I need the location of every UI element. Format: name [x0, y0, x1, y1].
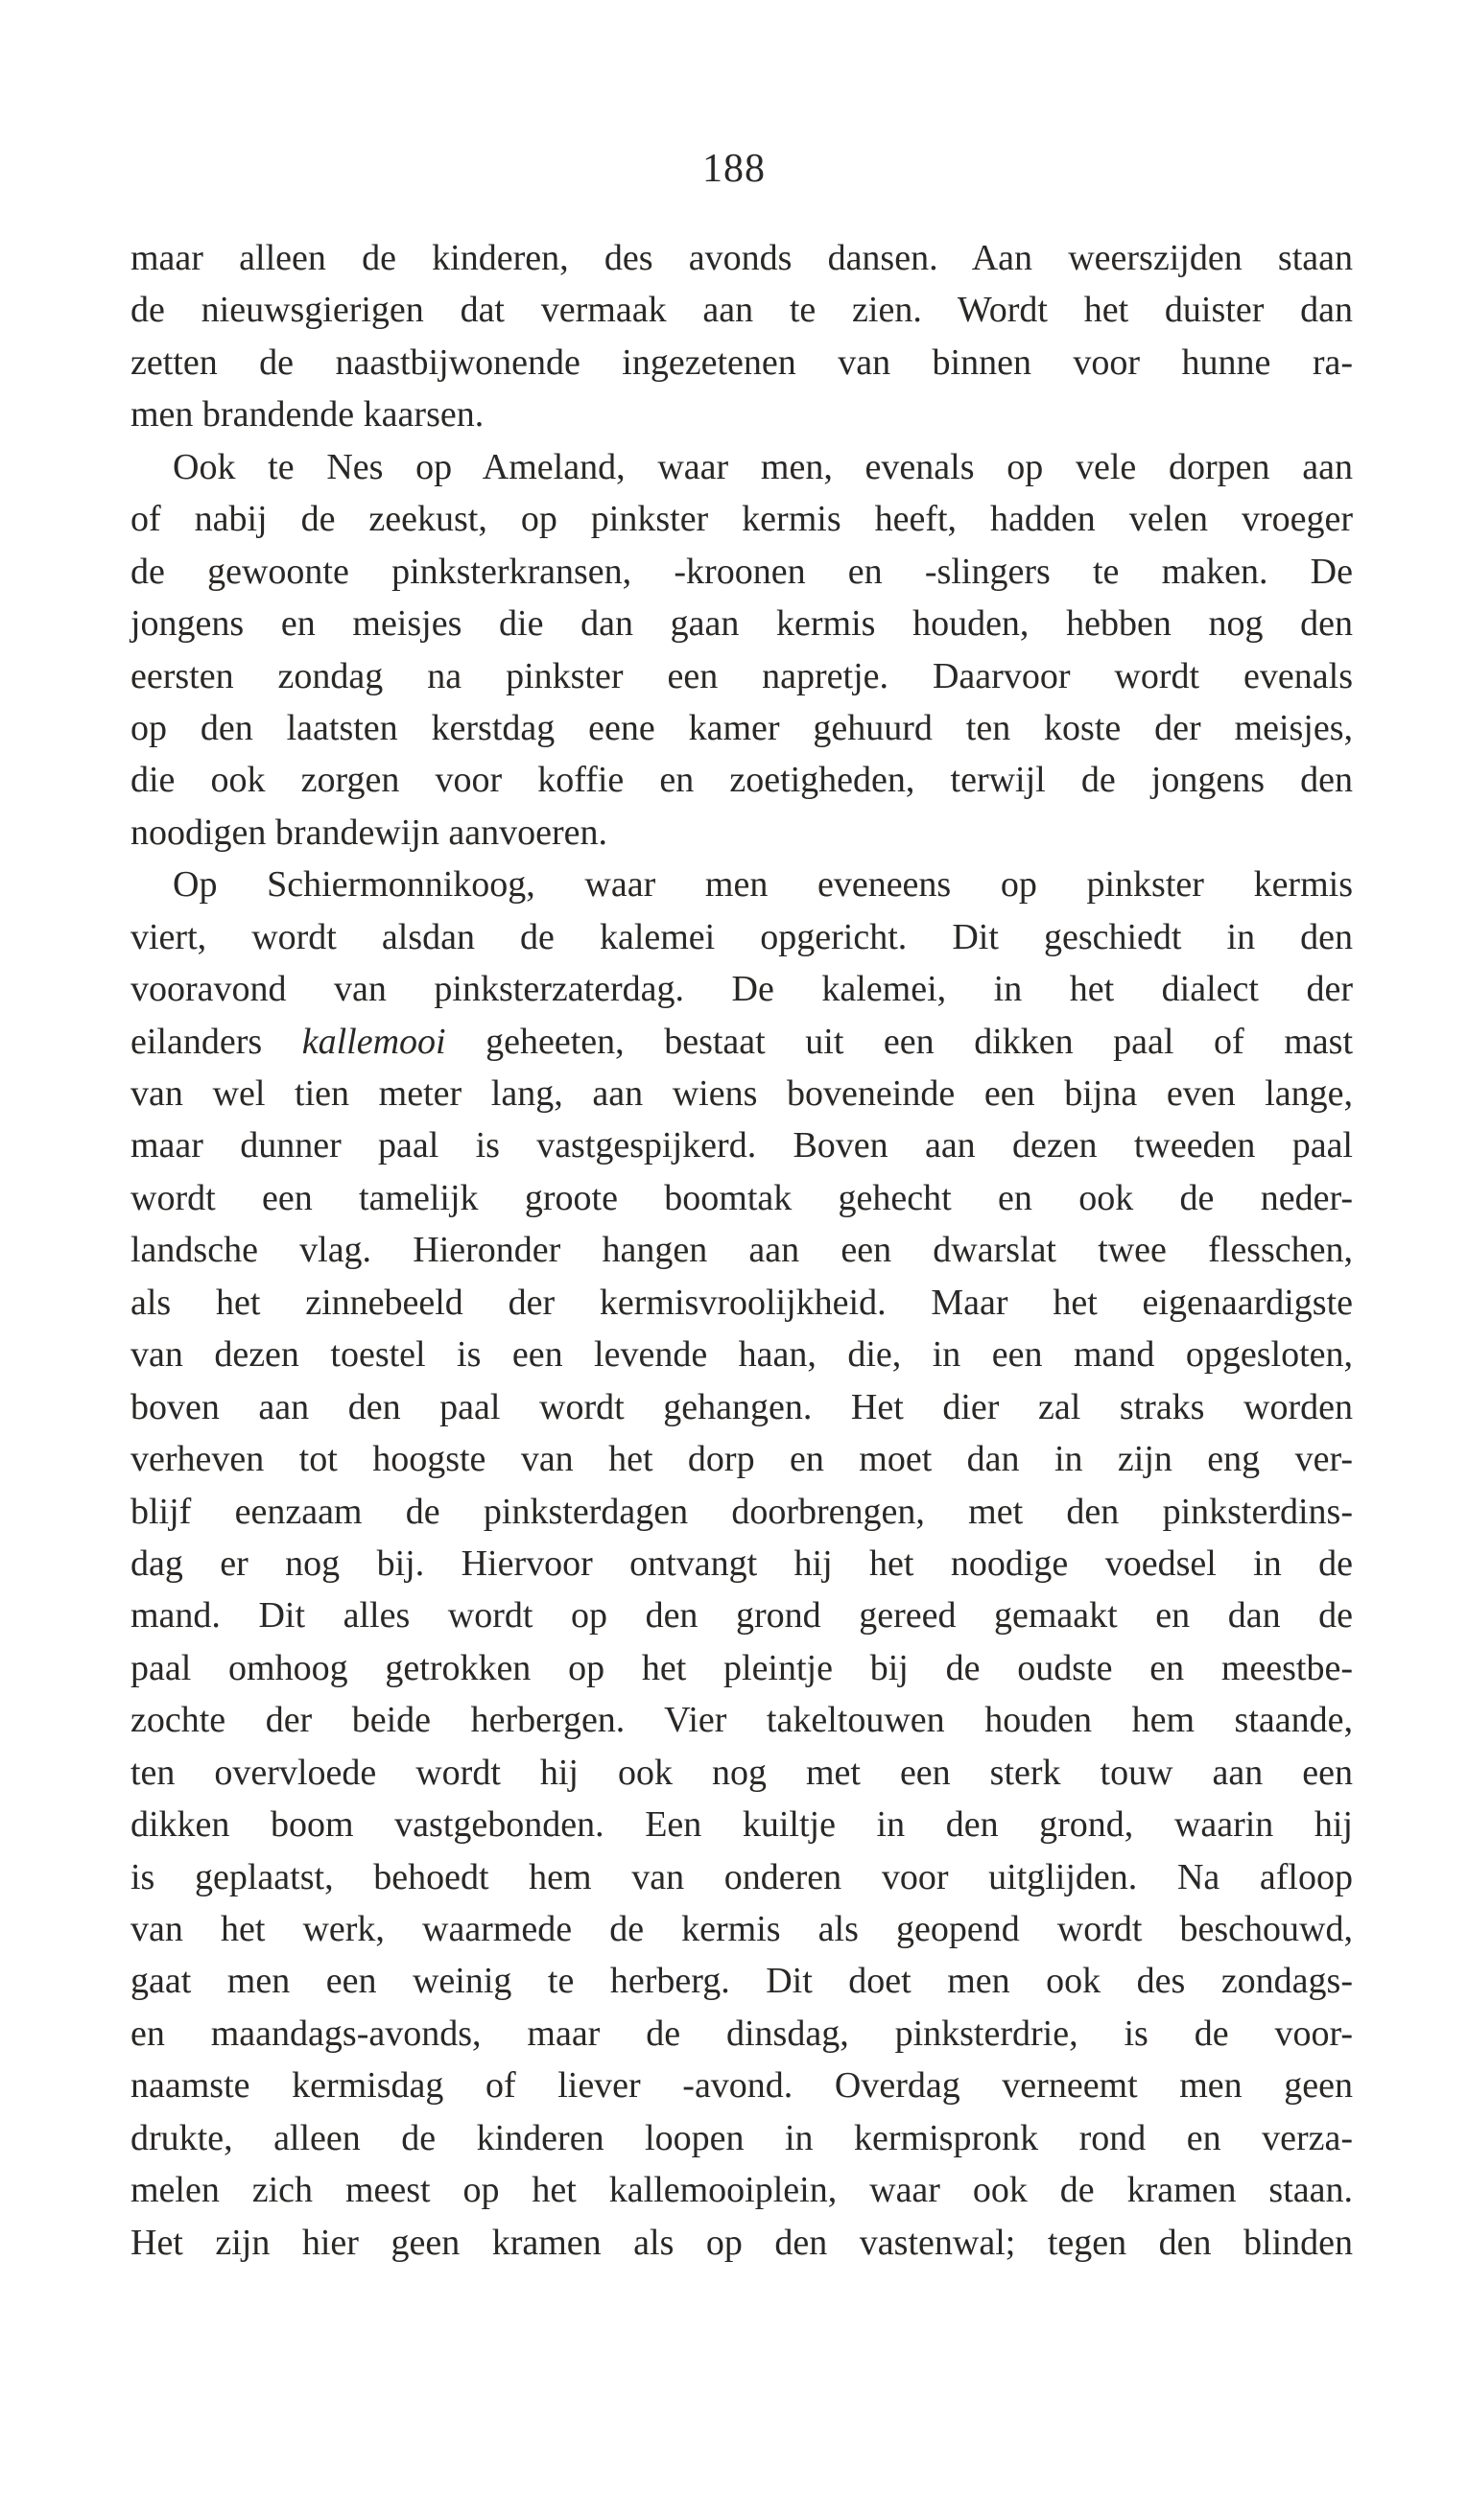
text-line: dikken boom vastgebonden. Een kuiltje in den grond, waarin hij: [130, 1804, 1353, 1846]
text-line: gaat men een weinig te herberg. Dit doet men ook des zondags-: [130, 1961, 1353, 2002]
text-line: de gewoonte pinksterkransen, -kroonen en -slingers te maken. De: [130, 551, 1353, 592]
body-text: [130, 232, 1353, 2269]
text-line: blijf eenzaam de pinksterdagen doorbrengen, met den pinksterdins-: [130, 1491, 1353, 1532]
italic-term: kallemooi: [301, 1021, 446, 1062]
text-line: en maandags-avonds, maar de dinsdag, pinksterdrie, is de voor-: [130, 2013, 1353, 2054]
text-line: mand. Dit alles wordt op den grond gereed gemaakt en dan de: [130, 1595, 1353, 1637]
text-segment: geheeten, bestaat uit een dikken paal of mast: [445, 1021, 1354, 1062]
text-line: [130, 1016, 1353, 1068]
text-line: maar alleen de kinderen, des avonds dansen. Aan weerszijden staan: [130, 238, 1353, 278]
text-line: paal omhoog getrokken op het pleintje bij de oudste en meestbe-: [130, 1647, 1353, 1688]
text-line: Op Schiermonnikoog, waar men eveneens op pinkster kermis: [173, 864, 1353, 906]
text-line: landsche vlag. Hieronder hangen aan een dwarslat twee flesschen,: [130, 1230, 1353, 1271]
text-line: wordt een tamelijk groote boomtak gehecht en ook de neder-: [130, 1177, 1353, 1218]
text-line: vooravond van pinksterzaterdag. De kalemei, in het dialect der: [130, 969, 1353, 1010]
text-line: die ook zorgen voor koffie en zoetigheden, terwijl de jongens den: [130, 760, 1353, 801]
text-line: men brandende kaarsen.: [130, 394, 485, 436]
text-line: verheven tot hoogste van het dorp en moet dan in zijn eng ver-: [130, 1439, 1353, 1480]
text-segment: eilanders: [130, 1021, 302, 1062]
text-line: van het werk, waarmede de kermis als geopend wordt beschouwd,: [130, 1909, 1353, 1949]
text-line: drukte, alleen de kinderen loopen in kermispronk rond en verza-: [130, 2117, 1353, 2158]
text-line: ten overvloede wordt hij ook nog met een sterk touw aan een: [130, 1752, 1353, 1793]
text-line: van wel tien meter lang, aan wiens boveneinde een bijna even lange,: [130, 1073, 1353, 1114]
text-line: als het zinnebeeld der kermisvroolijkheid. Maar het eigenaardigste: [130, 1282, 1353, 1323]
text-line: melen zich meest op het kallemooiplein, waar ook de kramen staan.: [130, 2170, 1353, 2211]
text-line: viert, wordt alsdan de kalemei opgericht. Dit geschiedt in den: [130, 916, 1353, 957]
text-line: zochte der beide herbergen. Vier takeltouwen houden hem staande,: [130, 1700, 1353, 1741]
text-line: naamste kermisdag of liever -avond. Overdag verneemt men geen: [130, 2065, 1353, 2107]
text-line: of nabij de zeekust, op pinkster kermis heeft, hadden velen vroeger: [130, 499, 1353, 540]
text-line: Ook te Nes op Ameland, waar men, evenals op vele dorpen aan: [173, 446, 1353, 487]
text-line: noodigen brandewijn aanvoeren.: [130, 812, 607, 853]
text-line: boven aan den paal wordt gehangen. Het dier zal straks worden: [130, 1386, 1353, 1427]
text-line: van dezen toestel is een levende haan, die, in een mand opgesloten,: [130, 1334, 1353, 1376]
text-line: Het zijn hier geen kramen als op den vastenwal; tegen den blinden: [130, 2222, 1353, 2263]
text-line: de nieuwsgierigen dat vermaak aan te zien. Wordt het duister dan: [130, 290, 1353, 331]
text-line: dag er nog bij. Hiervoor ontvangt hij het noodige voedsel in de: [130, 1543, 1353, 1584]
text-line: zetten de naastbijwonende ingezetenen van binnen voor hunne ra-: [130, 341, 1353, 383]
text-line: maar dunner paal is vastgespijkerd. Boven aan dezen tweeden paal: [130, 1125, 1353, 1166]
page-number: 188: [702, 147, 766, 191]
text-line: op den laatsten kerstdag eene kamer gehuurd ten koste der meisjes,: [130, 707, 1353, 748]
text-line: is geplaatst, behoedt hem van onderen voor uitglijden. Na afloop: [130, 1856, 1353, 1897]
text-line: jongens en meisjes die dan gaan kermis houden, hebben nog den: [130, 603, 1353, 645]
text-line: eersten zondag na pinkster een napretje. Daarvoor wordt evenals: [130, 655, 1353, 696]
